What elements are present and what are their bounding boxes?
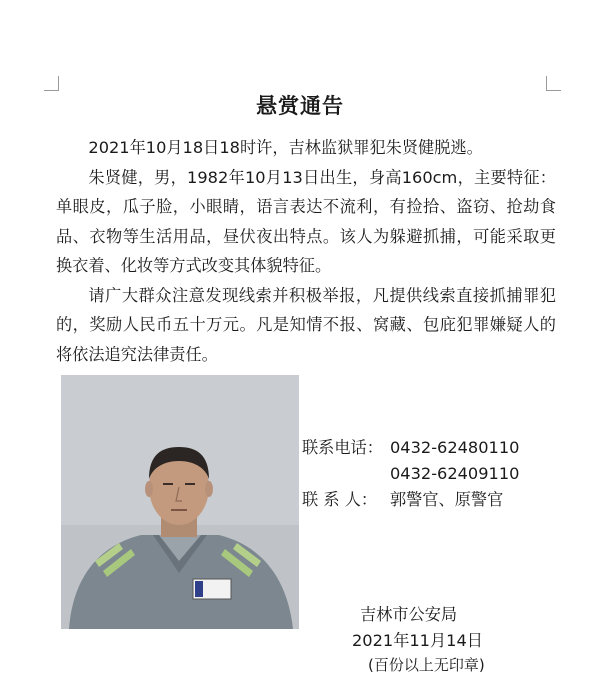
phone-label: 联系电话： [302, 438, 383, 457]
phone-number-1: 0432-62480110 [390, 438, 520, 457]
notice-body [56, 133, 556, 369]
issue-date: 2021年11月14日 [352, 631, 483, 650]
paragraph-escape: 2021年10月18日18时许，吉林监狱罪犯朱贤健脱逃。 [88, 138, 483, 157]
issuing-authority: 吉林市公安局 [360, 605, 458, 624]
contact-phone-row [302, 435, 519, 461]
suspect-photo [61, 375, 299, 629]
crop-mark-top-left [44, 76, 59, 91]
contact-person-row [302, 487, 519, 513]
contact-block [302, 435, 519, 513]
crop-mark-top-right [546, 76, 561, 91]
person-label: 联 系 人： [302, 490, 378, 509]
notice-title: 悬赏通告 [256, 94, 344, 118]
paragraph-reward: 请广大群众注意发现线索并积极举报，凡提供线索直接抓捕罪犯的，奖励人民币五十万元。凡是知情不报、窝藏、包庇犯罪嫌疑人的将依法追究法律责任。 [56, 285, 556, 364]
phone-number-2: 0432-62409110 [390, 464, 520, 483]
contact-person: 郭警官、原警官 [390, 490, 504, 509]
paragraph-description: 朱贤健，男，1982年10月13日出生，身高160cm，主要特征：单眼皮，瓜子脸，小眼睛，语言表达不流利，有捡拾、盗窃、抢劫食品、衣物等生活用品，昼伏夜出特点。该人为躲避抓捕，可能采取更换衣着、化妆等方式改变其体貌特征。 [56, 167, 556, 275]
contact-phone-row-2 [302, 461, 519, 487]
phone-spacer [302, 461, 390, 487]
seal-note: (百份以上无印章) [368, 656, 485, 674]
suspect-portrait-illustration [61, 375, 299, 629]
